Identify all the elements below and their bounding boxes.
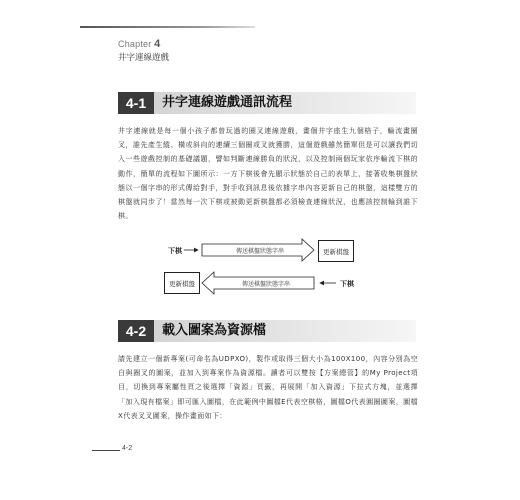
flow-diagram: [160, 234, 360, 298]
section-body-4-1: 井字連線就是每一個小孩子都曾玩過的圈叉連線遊戲，畫個井字座生九個格子，輪流畫圈叉，誰先產生縱、橫或斜向的連續三個圈或叉就獲勝，這個遊戲雖然簡單但是可以讓我們切入一些遊戲控制的基礎議題，譬如判斷連線勝負的狀況，以及控制兩個玩家依序輪流下棋的動作，簡單的流程如下圖所示：一方下棋後會先顯示狀態於自己的表單上，接著收集棋盤狀態以一個字串的形式傳給對手，對手收到訊息後依據字串內容更新自己的棋盤，這樣雙方的棋盤就同步了！當然每一次下棋或被動更新棋盤都必須檢查連線狀況，也應該控制輪到誰下棋。: [118, 127, 418, 221]
section-heading-4-1: [118, 92, 416, 114]
section-title: 井字連線遊戲通訊流程: [162, 95, 293, 110]
section-body-4-2: 請先建立一個新專案(可命名為UDPXO)，製作或取得三個大小為100X100，內容分別為空白與圈叉的圖案，並加入到專案作為資源檔。讀者可以雙按【方案總管】的My Project項目，切換到專案屬性頁之後選擇「資源」頁籤，再展開「加入資源」下拉式方塊，並選擇「加入現有檔案」即可匯入圖檔，在此範例中圖檔E代表空棋格，圖檔O代表圓圈圖案，圖檔X代表叉叉圖案，操作畫面如下：: [118, 355, 418, 420]
chapter-title: 井字連線遊戲: [118, 53, 170, 63]
section-number: 4-2: [118, 320, 154, 342]
chapter-word: Chapter: [118, 39, 152, 49]
footer-rule: [92, 450, 120, 451]
section-heading-4-2: [118, 320, 416, 342]
bottom-arrow-label: 傳送棋盤狀態字串: [241, 281, 290, 288]
section-title: 載入圖案為資源檔: [162, 323, 267, 338]
chapter-label: [118, 38, 160, 50]
left-top-label: 下棋: [168, 247, 182, 255]
header-rule: [80, 26, 255, 28]
right-bottom-label: 下棋: [340, 280, 354, 288]
right-top-box: 更新棋盤: [318, 240, 354, 262]
section-number: 4-1: [118, 92, 154, 114]
top-arrow-label: 傳送棋盤狀態字串: [235, 248, 284, 255]
left-bottom-box: 更新棋盤: [164, 272, 200, 294]
page-number: 4-2: [122, 445, 133, 452]
chapter-number: 4: [154, 38, 161, 50]
